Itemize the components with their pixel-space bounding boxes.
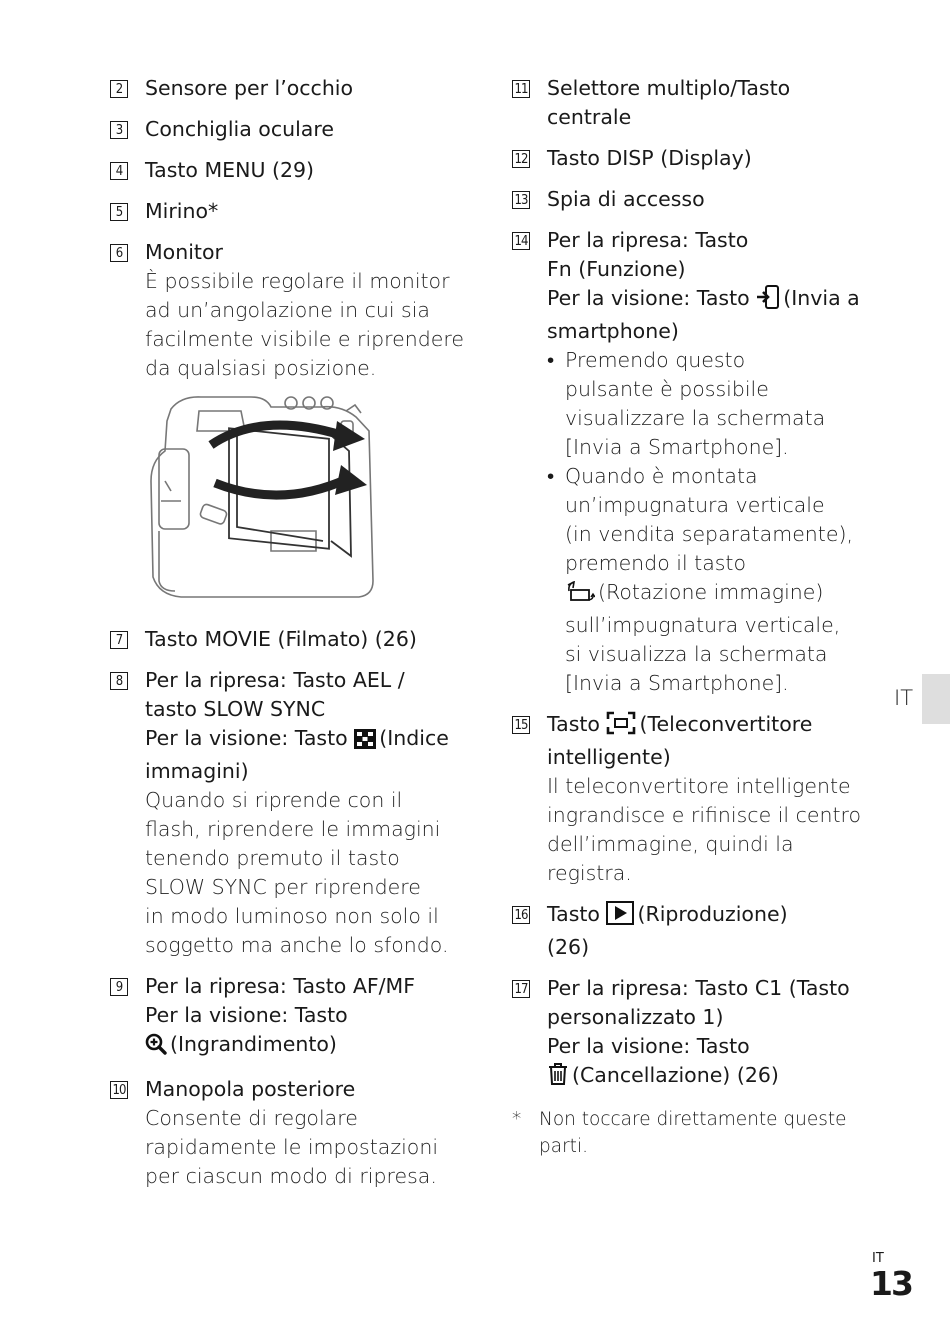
item-title: Per la ripresa: Tasto AEL / [145,668,405,692]
bullet-line-with-icon [565,578,884,611]
item-17 [512,974,884,1094]
item-number: 3 [110,121,128,139]
title-part: Per la visione: Tasto [145,726,348,750]
title-part: (Ingrandimento) [170,1032,337,1056]
page-number: 13 [870,1264,912,1303]
item-desc-line: Il teleconvertitore intelligente [547,774,851,798]
item-title: (26) [547,935,590,959]
item-title-with-icon [547,284,884,317]
item-number: 9 [110,978,128,996]
item-desc-line: ad un’angolazione in cui sia [145,298,430,322]
bullet-line: premendo il tasto [565,551,747,575]
item-number: 6 [110,244,128,262]
item-title: Per la ripresa: Tasto [547,228,749,252]
item-10 [110,1075,482,1191]
footnote [512,1106,884,1160]
item-title-with-icon [547,710,884,743]
trash-icon [547,1062,569,1094]
item-15 [512,710,884,888]
item-number: 5 [110,203,128,221]
image-rotation-icon [565,581,595,611]
item-desc-line: SLOW SYNC per riprendere [145,875,421,899]
title-part: (Invia a [783,286,860,310]
title-part: (Teleconvertitore [639,712,813,736]
item-desc-line: tenendo premuto il tasto [145,846,400,870]
side-tab-label: IT [894,686,914,710]
item-desc-line: da qualsiasi posizione. [145,356,377,380]
bullet-dot: • [547,464,555,488]
item-11 [512,74,884,132]
item-title: Per la visione: Tasto [547,1034,750,1058]
bullet-line: si visualizza la schermata [565,642,828,666]
item-title: Tasto MOVIE (Filmato) (26) [145,627,417,651]
item-number: 4 [110,162,128,180]
item-number: 10 [110,1081,128,1099]
item-6 [110,238,482,605]
item-desc-line: per ciascun modo di ripresa. [145,1164,437,1188]
item-title: Conchiglia oculare [145,117,334,141]
camera-monitor-illustration [141,391,482,605]
item-desc-line: facilmente visibile e riprendere [145,327,464,351]
language-side-tab [922,674,950,724]
item-number: 7 [110,631,128,649]
bullet-item [547,462,884,698]
item-desc-line: soggetto ma anche lo sfondo. [145,933,449,957]
bullet-text-part: (Rotazione immagine) [598,580,824,604]
item-number: 16 [512,906,530,924]
item-desc-line: Consente di regolare [145,1106,358,1130]
bullet-line: visualizzare la schermata [565,406,826,430]
item-13 [512,185,884,214]
bullet-line: Premendo questo [565,348,746,372]
item-title: Per la ripresa: Tasto C1 (Tasto [547,976,850,1000]
item-title-with-icon [547,900,884,933]
bullet-line: Quando è montata [565,464,758,488]
item-title: Per la visione: Tasto [145,1003,348,1027]
item-number: 8 [110,672,128,690]
item-desc-line: dell’immagine, quindi la [547,832,794,856]
item-title: Monitor [145,240,223,264]
left-column [110,74,482,1203]
playback-icon [606,901,634,933]
item-title: Per la ripresa: Tasto AF/MF [145,974,416,998]
title-part: (Riproduzione) [637,902,788,926]
item-2 [110,74,482,103]
item-number: 12 [512,150,530,168]
item-title: Fn (Funzione) [547,257,686,281]
item-title: Tasto DISP (Display) [547,146,752,170]
title-part: Per la visione: Tasto [547,286,750,310]
item-desc-line: ingrandisce e rifinisce il centro [547,803,862,827]
title-part: (Indice [379,726,449,750]
title-part: Tasto [547,902,600,926]
right-column [512,74,884,1160]
item-desc-line: Quando si riprende con il [145,788,403,812]
bullet-line: sull’impugnatura verticale, [565,613,841,637]
bullet-line: [Invia a Smartphone]. [565,435,789,459]
zoom-in-icon [145,1033,167,1063]
bullet-line: (in vendita separatamente), [565,522,853,546]
item-desc-line: flash, riprendere le immagini [145,817,441,841]
item-3 [110,115,482,144]
bullet-dot: • [547,348,555,372]
send-to-smartphone-icon [756,285,780,317]
item-title: smartphone) [547,319,679,343]
footnote-line: parti. [539,1136,588,1157]
item-5 [110,197,482,226]
item-14 [512,226,884,698]
item-9 [110,972,482,1063]
smart-teleconverter-icon [606,711,636,743]
title-part: Tasto [547,712,600,736]
item-8 [110,666,482,960]
item-number: 17 [512,980,530,998]
item-title: intelligente) [547,745,671,769]
item-title: Sensore per l’occhio [145,76,354,100]
item-title-with-icon [547,1061,884,1094]
item-title: immagini) [145,759,249,783]
bullet-line: pulsante è possibile [565,377,769,401]
item-title: Selettore multiplo/Tasto [547,76,791,100]
item-4 [110,156,482,185]
item-title-with-icon [145,1030,482,1063]
item-number: 2 [110,80,128,98]
item-12 [512,144,884,173]
item-16 [512,900,884,962]
item-title: Spia di accesso [547,187,705,211]
item-title: personalizzato 1) [547,1005,724,1029]
item-number: 15 [512,716,530,734]
item-number: 13 [512,191,530,209]
item-number: 14 [512,232,530,250]
bullet-item [547,346,884,462]
item-title: centrale [547,105,632,129]
item-title-with-icon [145,724,482,757]
bullet-line: [Invia a Smartphone]. [565,671,789,695]
item-desc-line: registra. [547,861,632,885]
item-7 [110,625,482,654]
footnote-line: Non toccare direttamente queste [539,1109,847,1130]
title-part: (Cancellazione) (26) [572,1063,779,1087]
bullet-line: un’impugnatura verticale [565,493,825,517]
item-title: tasto SLOW SYNC [145,697,326,721]
item-desc-line: rapidamente le impostazioni [145,1135,439,1159]
item-number: 11 [512,80,530,98]
footnote-mark: * [512,1109,522,1130]
image-index-icon [354,728,376,757]
item-desc-line: in modo luminoso non solo il [145,904,439,928]
item-desc-line: È possibile regolare il monitor [145,269,450,293]
item-title: Tasto MENU (29) [145,158,315,182]
page-language: IT [872,1251,884,1266]
item-title: Mirino* [145,199,219,223]
item-title: Manopola posteriore [145,1077,356,1101]
